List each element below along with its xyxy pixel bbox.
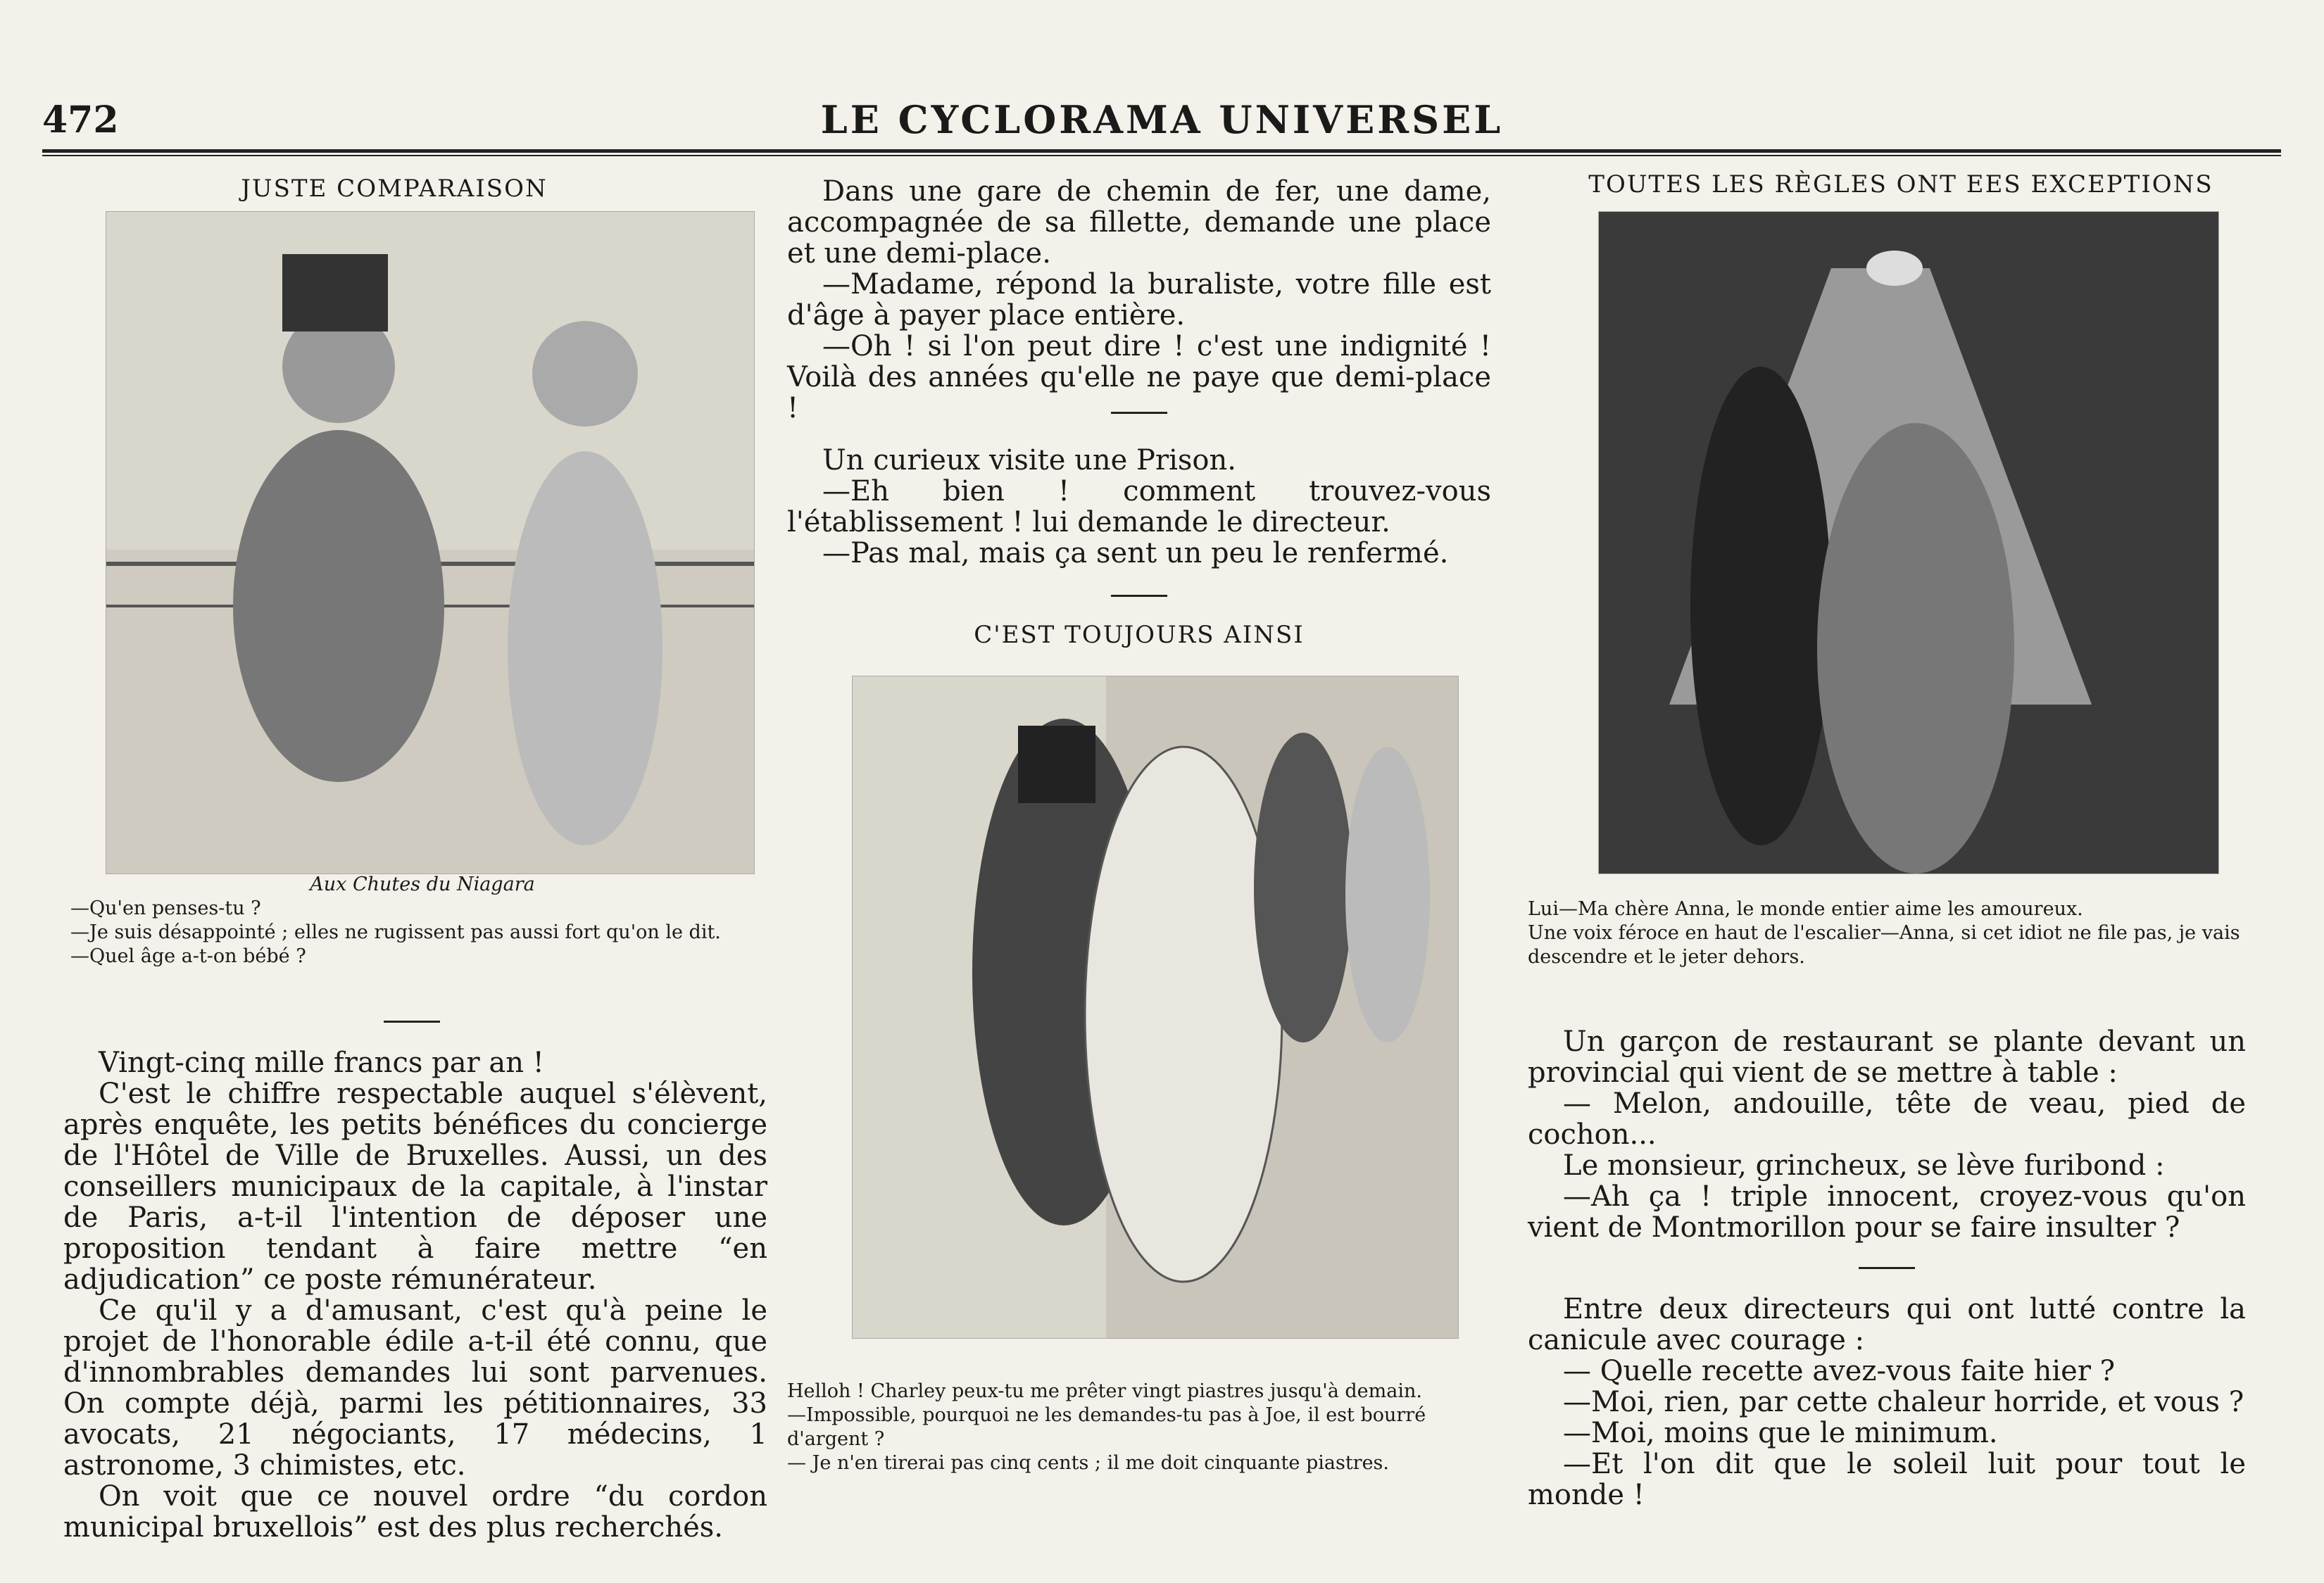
paragraph: Un curieux visite une Prison. [822,444,1236,477]
separator [1111,412,1167,414]
paragraph: Le monsieur, grincheux, se lève furibond : [1563,1149,2165,1182]
illustration-staircase [1598,211,2219,874]
col1-heading: JUSTE COMPARAISON [241,175,548,203]
paragraph: Un garçon de restaurant se plante devant un provincial qui vient de se mettre à table : [1528,1026,2246,1089]
col2-heading: C'EST TOUJOURS AINSI [974,621,1305,649]
paragraph: Vingt-cinq mille francs par an ! [99,1047,544,1079]
caption-title: Aux Chutes du Niagara [310,874,535,895]
paragraph: —Moi, rien, par cette chaleur horride, et vous ? [1563,1386,2244,1418]
paragraph: — Melon, andouille, tête de veau, pied de cochon... [1528,1087,2246,1151]
caption-line: Une voix féroce en haut de l'escalier—Anna, si cet idiot ne file pas, je vais descendre et le jeter dehors. [1528,922,2240,968]
col2-caption [787,1380,1498,1475]
caption-line: —Je suis désappointé ; elles ne rugissent pas aussi fort qu'on le dit. [70,921,721,943]
caption-line: Helloh ! Charley peux-tu me prêter vingt piastres jusqu'à demain. [787,1380,1422,1402]
caption-line: — Je n'en tirerai pas cinq cents ; il me doit cinquante piastres. [787,1452,1389,1474]
col1-article [63,1047,767,1543]
page-number: 472 [42,99,119,141]
paragraph: —Pas mal, mais ça sent un peu le renfermé. [822,537,1449,569]
paragraph: Entre deux directeurs qui ont lutté contre la canicule avec courage : [1528,1293,2246,1356]
separator [1859,1267,1915,1269]
paragraph: —Oh ! si l'on peut dire ! c'est une indignité ! Voilà des années qu'elle ne paye que demi-place ! [787,330,1491,424]
paragraph: On voit que ce nouvel ordre “du cordon municipal bruxellois” est des plus recherchés. [63,1480,767,1544]
page-title: LE CYCLORAMA UNIVERSEL [820,97,1504,142]
col1-caption [70,873,774,969]
caption-line: —Quel âge a-t-on bébé ? [70,945,306,967]
paragraph: — Quelle recette avez-vous faite hier ? [1563,1355,2116,1387]
col2-anecdote-train [787,176,1491,424]
paragraph: —Madame, répond la buraliste, votre fille est d'âge à payer place entière. [787,268,1491,332]
separator [384,1021,440,1023]
separator [1111,595,1167,597]
illustration-niagara [106,211,755,874]
col3-caption [1528,897,2302,969]
paragraph: Ce qu'il y a d'amusant, c'est qu'à peine le projet de l'honorable édile a-t-il été connu, que d'innombrables demandes lui sont parvenues. On compte déjà, parmi les pétitionnaires, 33 avocats, 21 négociants, 17 médecins, 1 astronome, 3 chimistes, etc. [63,1294,767,1482]
col2-anecdote-prison [787,445,1491,569]
paragraph: —Eh bien ! comment trouvez-vous l'établissement ! lui demande le directeur. [787,475,1491,538]
caption-line: Lui—Ma chère Anna, le monde entier aime les amoureux. [1528,898,2083,920]
paragraph: —Et l'on dit que le soleil luit pour tout le monde ! [1528,1448,2246,1511]
paragraph: Dans une gare de chemin de fer, une dame, accompagnée de sa fillette, demande une place et une demi-place. [787,175,1491,270]
paragraph: —Moi, moins que le minimum. [1563,1417,1998,1449]
illustration-street [852,676,1459,1339]
col3-heading: TOUTES LES RÈGLES ONT EES EXCEPTIONS [1588,170,2213,198]
caption-line: —Impossible, pourquoi ne les demandes-tu pas à Joe, il est bourré d'argent ? [787,1404,1426,1450]
paragraph: —Ah ça ! triple innocent, croyez-vous qu'on vient de Montmorillon pour se faire insulter ? [1528,1180,2246,1244]
paragraph: C'est le chiffre respectable auquel s'élèvent, après enquête, les petits bénéfices du concierge de l'Hôtel de Ville de Bruxelles. Aussi, un des conseillers municipaux de la capitale, à l'instar de Paris, a-t-il l'intention de déposer une proposition tendant à faire mettre “en adjudication” ce poste rémunérateur. [63,1078,767,1296]
header-rule [42,149,2281,156]
col3-anecdote-restaurant [1528,1026,2246,1243]
caption-line: —Qu'en penses-tu ? [70,897,261,919]
col3-anecdote-directors [1528,1294,2246,1511]
